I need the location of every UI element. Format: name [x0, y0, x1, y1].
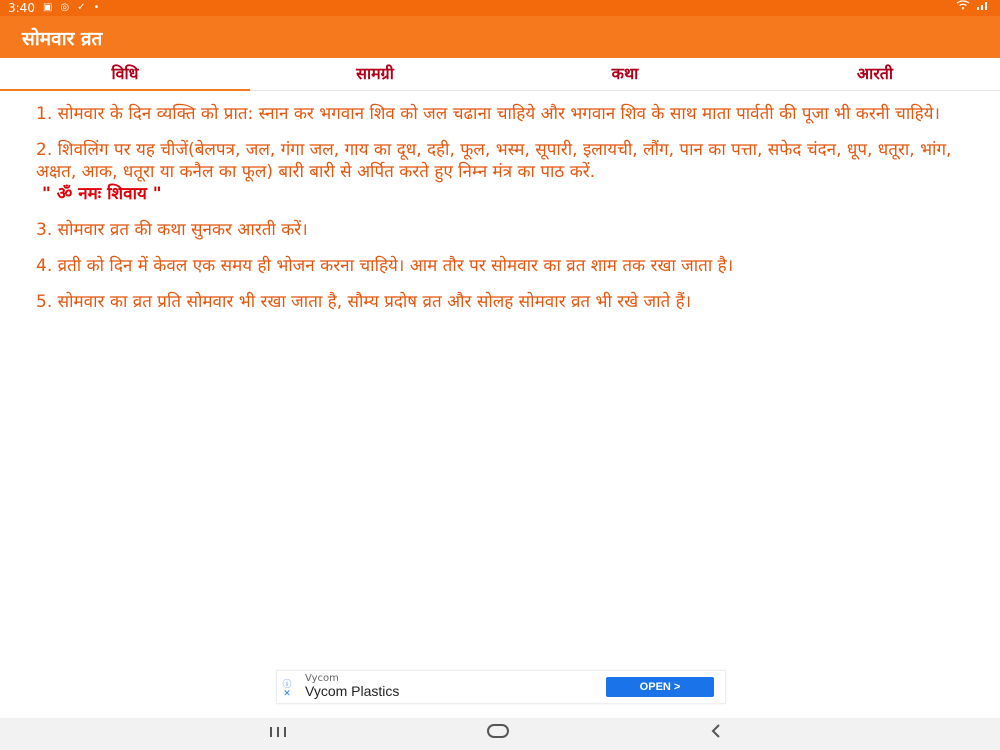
tab-katha[interactable] — [500, 58, 750, 90]
ad-info-icon[interactable]: ⓘ ✕ — [282, 680, 292, 699]
tab-label: कथा — [611, 64, 639, 83]
step-4: 4. व्रती को दिन में केवल एक समय ही भोजन करना चाहिये। आम तौर पर सोमवार का व्रत शाम तक रखा जाता है। — [36, 256, 734, 276]
app-title: सोमवार व्रत — [22, 28, 103, 50]
app-icon: ◎ — [60, 2, 70, 13]
step-2 — [36, 139, 966, 205]
tab-label: आरती — [856, 64, 894, 83]
mantra: " ॐ नमः शिवाय " — [42, 184, 162, 204]
status-left — [8, 0, 99, 16]
app-bar — [0, 16, 1000, 58]
step-3: 3. सोमवार व्रत की कथा सुनकर आरती करें। — [36, 220, 308, 240]
back-icon[interactable] — [686, 718, 746, 750]
ad-open-button[interactable]: OPEN > — [606, 677, 714, 697]
tab-label: सामग्री — [356, 64, 394, 83]
step-1: 1. सोमवार के दिन व्यक्ति को प्रात: स्नान कर भगवान शिव को जल चढाना चाहिये और भगवान शिव के साथ माता पार्वती की पूजा भी करनी चाहिये। — [36, 104, 940, 124]
tab-label: विधि — [111, 64, 139, 83]
tab-samagri[interactable] — [250, 58, 500, 90]
check-icon: ✓ — [77, 2, 86, 13]
status-right — [956, 0, 990, 16]
ad-advertiser: Vycom — [305, 673, 339, 684]
status-time: 3:40 — [8, 1, 35, 15]
recent-apps-icon[interactable] — [248, 718, 308, 750]
navigation-bar — [0, 718, 1000, 750]
status-bar — [0, 0, 1000, 16]
wifi-icon — [956, 0, 970, 16]
gallery-icon: ▣ — [42, 2, 53, 13]
signal-icon — [976, 0, 990, 16]
dot-icon: • — [93, 2, 100, 13]
tab-aarti[interactable] — [750, 58, 1000, 90]
ad-title[interactable]: Vycom Plastics — [305, 683, 400, 699]
step-2-text: 2. शिवलिंग पर यह चीजें(बेलपत्र, जल, गंगा जल, गाय का दूध, दही, फूल, भस्म, सूपारी, इलायची, लौंग, पान का पत्ता, सफेद चंदन, धूप, धतूरा, भांग, अक्षत, आक, धतूरा या कनैल का फूल) बारी बारी से अर्पित करते हुए निम्न मंत्र का पाठ करें. — [36, 140, 952, 182]
ad-banner[interactable] — [276, 670, 726, 704]
vidhi-content — [36, 103, 966, 327]
home-icon[interactable] — [468, 718, 528, 750]
tab-bar — [0, 58, 1000, 91]
step-5: 5. सोमवार का व्रत प्रति सोमवार भी रखा जाता है, सौम्य प्रदोष व्रत और सोलह सोमवार व्रत भी रखे जाते हैं। — [36, 292, 692, 312]
tab-vidhi[interactable] — [0, 58, 250, 90]
